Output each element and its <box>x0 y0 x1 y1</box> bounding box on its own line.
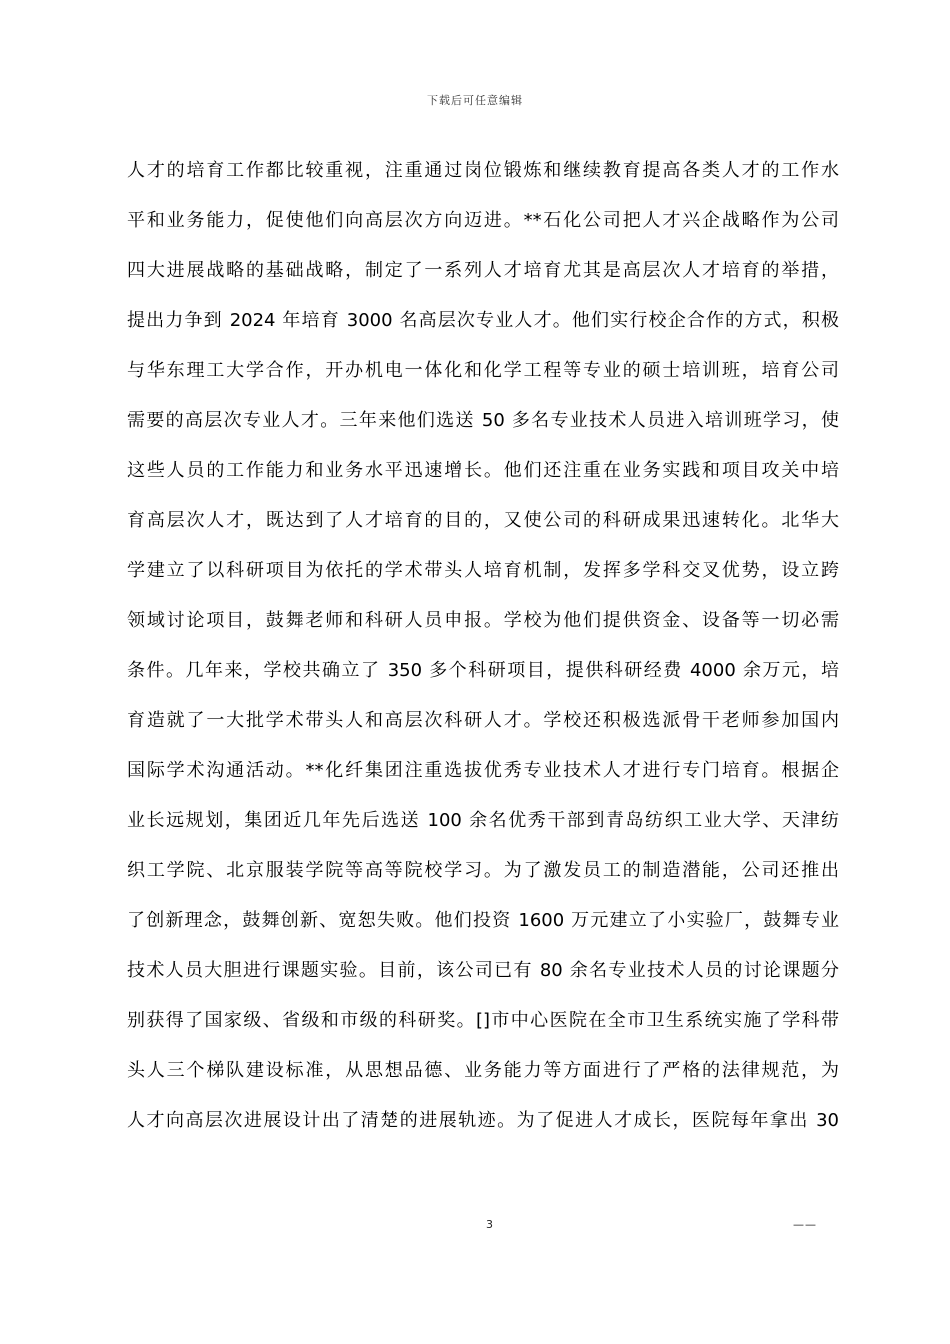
text-line: 人才的培育工作都比较重视，注重通过岗位锻炼和继续教育提高各类人才的工作水 <box>127 160 839 181</box>
text-line: 平和业务能力，促使他们向高层次方向迈进。**石化公司把人才兴企战略作为公司 <box>127 210 839 231</box>
text-line: 需要的高层次专业人才。三年来他们选送 50 多名专业技术人员进入培训班学习，使 <box>127 410 839 431</box>
text-line: 育高层次人才，既达到了人才培育的目的，又使公司的科研成果迅速转化。北华大 <box>127 510 839 531</box>
page-header: 下载后可任意编辑 <box>427 94 523 107</box>
page-number: 3 <box>486 1218 493 1231</box>
text-line: 这些人员的工作能力和业务水平迅速增长。他们还注重在业务实践和项目攻关中培 <box>127 460 839 481</box>
text-line: 四大进展战略的基础战略，制定了一系列人才培育尤其是高层次人才培育的举措， <box>127 260 839 281</box>
text-line: 了创新理念，鼓舞创新、宽恕失败。他们投资 1600 万元建立了小实验厂，鼓舞专业 <box>127 910 839 931</box>
text-line: 提出力争到 2024 年培育 3000 名高层次专业人才。他们实行校企合作的方式，积极 <box>127 310 839 331</box>
text-line: 头人三个梯队建设标准，从思想品德、业务能力等方面进行了严格的法律规范，为 <box>127 1060 839 1081</box>
text-line: 别获得了国家级、省级和市级的科研奖。[]市中心医院在全市卫生系统实施了学科带 <box>127 1010 839 1031</box>
text-line: 与华东理工大学合作，开办机电一体化和化学工程等专业的硕士培训班，培育公司 <box>127 360 839 381</box>
text-line: 领域讨论项目，鼓舞老师和科研人员申报。学校为他们提供资金、设备等一切必需 <box>127 610 839 631</box>
text-line: 条件。几年来，学校共确立了 350 多个科研项目，提供科研经费 4000 余万元，培 <box>127 660 839 681</box>
text-line: 国际学术沟通活动。**化纤集团注重选拔优秀专业技术人才进行专门培育。根据企 <box>127 760 839 781</box>
body-text <box>127 156 839 1156</box>
footer-dash: —— <box>793 1218 817 1231</box>
text-line: 人才向高层次进展设计出了清楚的进展轨迹。为了促进人才成长，医院每年拿出 30 <box>127 1110 839 1131</box>
text-line: 技术人员大胆进行课题实验。目前，该公司已有 80 余名专业技术人员的讨论课题分 <box>127 960 839 981</box>
text-line: 织工学院、北京服装学院等高等院校学习。为了激发员工的制造潜能，公司还推出 <box>127 860 839 881</box>
text-line: 育造就了一大批学术带头人和高层次科研人才。学校还积极选派骨干老师参加国内 <box>127 710 839 731</box>
text-line: 业长远规划，集团近几年先后选送 100 余名优秀干部到青岛纺织工业大学、天津纺 <box>127 810 839 831</box>
text-line: 学建立了以科研项目为依托的学术带头人培育机制，发挥多学科交叉优势，设立跨 <box>127 560 839 581</box>
